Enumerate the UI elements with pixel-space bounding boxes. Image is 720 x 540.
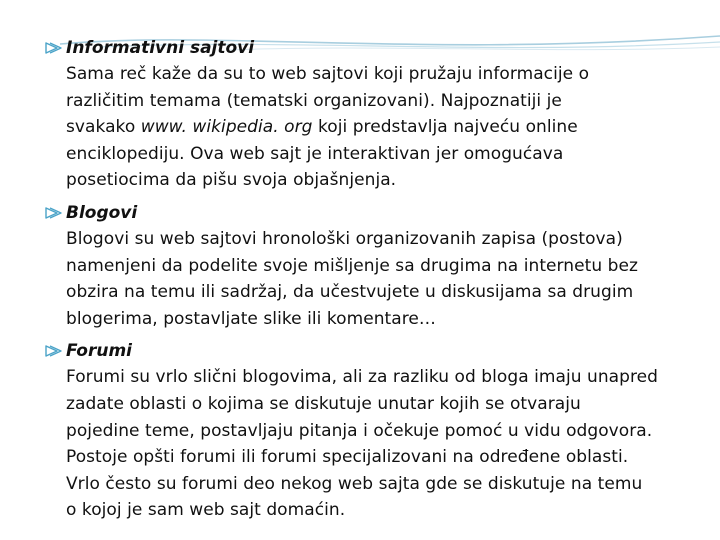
section-forumi xyxy=(44,338,714,524)
heading-text: Blogovi xyxy=(66,202,138,223)
paragraph-line: posetiocima da pišu svoja objašnjenja. xyxy=(66,170,397,191)
paragraph-line xyxy=(66,114,714,141)
section-paragraph xyxy=(66,226,714,332)
section-paragraph xyxy=(66,61,714,194)
url-text: www. wikipedia. org xyxy=(140,117,313,138)
paragraph-line: pojedine teme, postavljaju pitanja i očekuje pomoć u vidu odgovora. xyxy=(66,420,653,441)
section-heading xyxy=(44,200,714,226)
paragraph-line: Sama reč kaže da su to web sajtovi koji pružaju informacije o xyxy=(66,64,590,84)
arrow-bullet-icon xyxy=(44,343,64,359)
paragraph-line: zadate oblasti o kojima se diskutuje unutar kojih se otvaraju xyxy=(66,393,581,414)
paragraph-line: Blogovi su web sajtovi hronološki organizovanih zapisa (postova) xyxy=(66,228,623,249)
slide-content xyxy=(44,35,714,524)
section-informativni-sajtovi xyxy=(44,35,714,194)
section-heading xyxy=(44,35,714,61)
paragraph-line: o kojoj je sam web sajt domaćin. xyxy=(66,500,346,521)
text-run: koji predstavlja najveću online xyxy=(312,117,578,138)
paragraph-line: Postoje opšti forumi ili forumi specijalizovani na određene oblasti. xyxy=(66,447,629,468)
paragraph-line: obzira na temu ili sadržaj, da učestvujete u diskusijama sa drugim xyxy=(66,282,634,303)
arrow-bullet-icon xyxy=(44,40,64,56)
paragraph-line: Forumi su vrlo slični blogovima, ali za razliku od bloga imaju unapred xyxy=(66,367,658,388)
arrow-bullet-icon xyxy=(44,205,64,221)
paragraph-line: različitim temama (tematski organizovani). Najpoznatiji je xyxy=(66,90,562,111)
heading-text: Informativni sajtovi xyxy=(66,38,255,58)
paragraph-line: enciklopediju. Ova web sajt je interaktivan jer omogućava xyxy=(66,143,564,164)
heading-text: Forumi xyxy=(66,341,132,362)
section-blogovi xyxy=(44,200,714,332)
section-heading xyxy=(44,338,714,364)
paragraph-line: blogerima, postavljate slike ili komentare… xyxy=(66,308,436,329)
paragraph-line: Vrlo često su forumi deo nekog web sajta gde se diskutuje na temu xyxy=(66,473,643,494)
section-paragraph xyxy=(66,364,714,524)
paragraph-line: namenjeni da podelite svoje mišljenje sa drugima na internetu bez xyxy=(66,255,638,276)
text-run: svakako xyxy=(66,117,141,138)
